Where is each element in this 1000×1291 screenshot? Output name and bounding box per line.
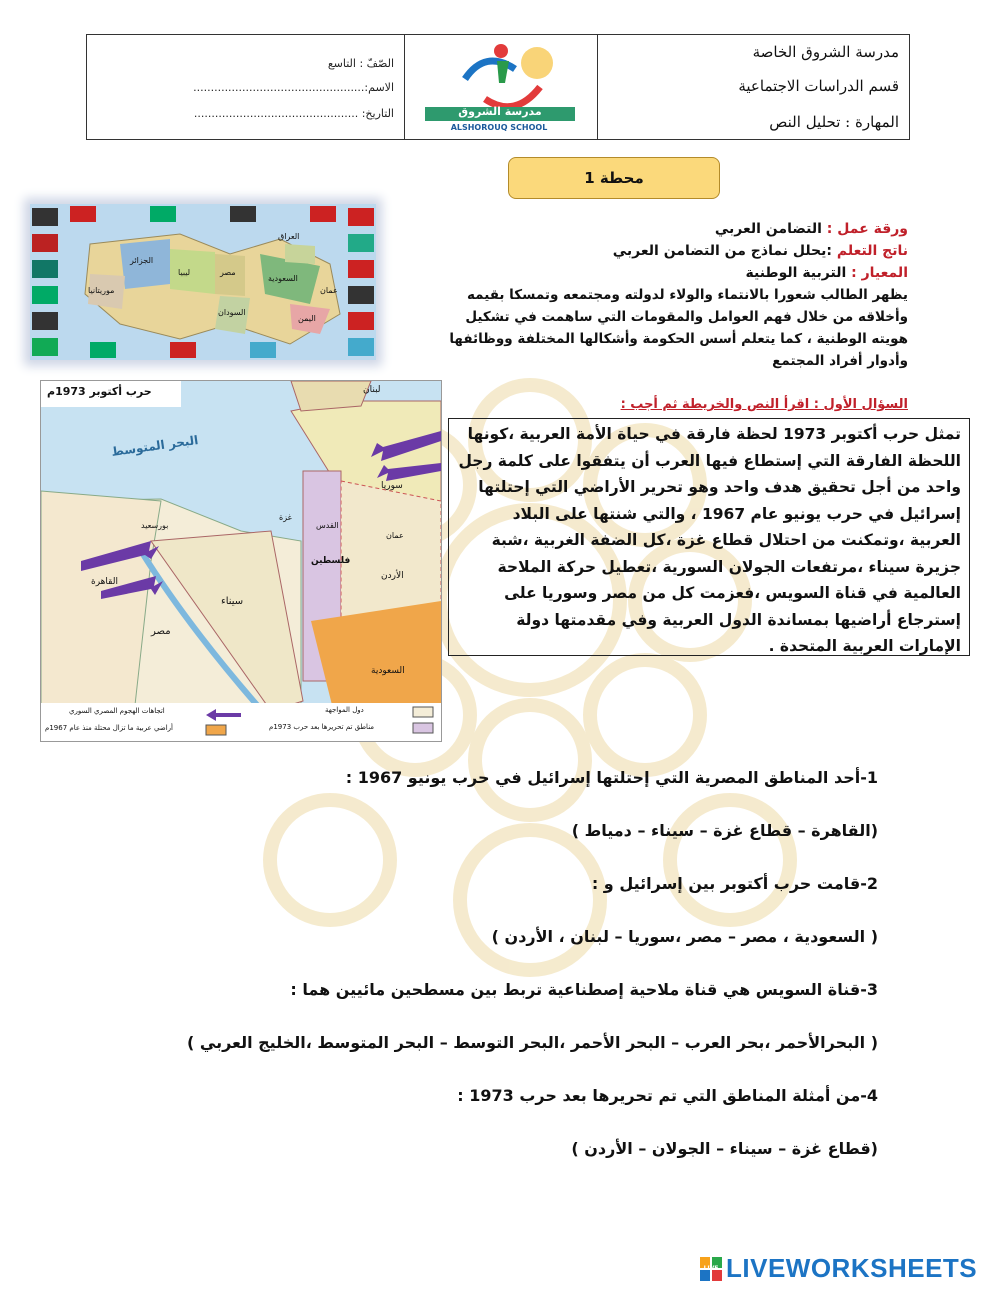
question-3: 3-قناة السويس هي قناة ملاحية إصطناعية تربط بين مسطحين مائيين هما :: [290, 980, 878, 999]
war-map-label-palestine: فلسطين: [311, 556, 351, 566]
map-label-iraq: العراق: [278, 232, 300, 241]
october-war-map: [40, 380, 442, 742]
war-map-label-saudi: السعودية: [371, 666, 405, 676]
logo-subtext: ALSHOROUQ SCHOOL: [450, 123, 548, 132]
live-badge-icon: [700, 1257, 722, 1281]
war-map-icon: [41, 381, 441, 741]
school-logo: [405, 35, 599, 139]
map-label-oman: عمان: [320, 286, 338, 295]
war-map-label-jerusalem: القدس: [316, 521, 339, 530]
school-name: مدرسة الشروق الخاصة: [752, 43, 899, 61]
map-label-yemen: اليمن: [298, 314, 316, 323]
grade-label: الصّفّ : التاسع: [327, 57, 394, 70]
map-label-mauritania: موريتانيا: [88, 286, 115, 295]
worksheet-title-line: [428, 218, 908, 240]
war-map-legend-attack: اتجاهات الهجوم المصري السوري: [69, 707, 165, 715]
liveworksheets-logo[interactable]: [700, 1253, 996, 1285]
question-1: 1-أحد المناطق المصرية التي إحتلتها إسرائيل في حرب يونيو 1967 :: [345, 768, 878, 787]
header-student-info: [87, 35, 405, 139]
date-field[interactable]: التاريخ: ...............................................: [193, 107, 394, 120]
department-name: قسم الدراسات الاجتماعية: [738, 77, 899, 95]
skill-label: المهارة : تحليل النص: [769, 113, 899, 131]
station-badge: محطة 1: [508, 157, 720, 199]
question-3-options[interactable]: ( البحرالأحمر ،بحر العرب – البحر الأحمر ،البحر التوسط – البحر المتوسط ،الخليج العربي ): [187, 1033, 878, 1052]
liveworksheets-text: LIVEWORKSHEETS: [726, 1253, 978, 1283]
war-map-title: حرب أكتوبر 1973م: [47, 385, 152, 398]
war-map-label-amman: عمان: [386, 531, 404, 540]
war-map-label-lebanon: لبنان: [363, 385, 381, 395]
question-2-options[interactable]: ( السعودية ، مصر – مصر ،سوريا – لبنان ، الأردن ): [491, 927, 878, 946]
student-name-field[interactable]: الاسم:.................................................: [193, 81, 394, 94]
outcome-value: :يحلل نماذج من التضامن العربي: [612, 243, 833, 259]
header-school-info: [597, 35, 909, 139]
outcome-line: [428, 240, 908, 262]
war-map-label-jordan: الأردن: [381, 571, 404, 581]
question-heading: السؤال الأول : اقرأ النص والخريطة ثم أجب :: [620, 397, 908, 412]
worksheet-value: التضامن العربي: [714, 221, 822, 237]
war-map-label-cairo: القاهرة: [91, 577, 118, 587]
question-1-options[interactable]: (القاهرة – قطاع غزة – سيناء – دمياط ): [571, 821, 878, 840]
war-map-label-syria: سوريا: [381, 481, 403, 491]
war-map-label-gaza: غزة: [279, 513, 292, 522]
reading-passage: تمثل حرب أكتوبر 1973 لحظة فارقة في حياة الأمة العربية ،كونها اللحظة الفارقة التي إستطاع فيها العرب أن يتفقوا على كلمة رجل واحد من أجل تحقيق هدف واحد وهو تحرير الأراضي التي إحتلتها إسرائيل في حرب يونيو عام 1967 ، والتي شنتها على البلاد العربية ،وتمكنت من احتلال قطاع غزة ،كل الضفة الغربية ،شبة جزيرة سيناء ،مرتفعات الجولان السورية ،تعطيل حركة الملاحة العالمية في قناة السويس ،فعزمت كل من مصر وسوريا على إسترجاع أراضيها بمساندة الدول العربية وفي مقدمتها دولة الإمارات العربية المتحدة .: [448, 418, 970, 656]
war-map-legend-liberated: مناطق تم تحريرها بعد حرب 1973م: [269, 723, 375, 731]
war-map-label-portsaid: بورسعيد: [141, 521, 169, 530]
criterion-label: المعيار :: [851, 265, 908, 281]
question-4: 4-من أمثلة المناطق التي تم تحريرها بعد حرب 1973 :: [457, 1086, 878, 1105]
worksheet-info: [428, 218, 908, 372]
map-label-saudi: السعودية: [268, 274, 298, 283]
worksheet-description: يظهر الطالب شعورا بالانتماء والولاء لدولته ومجتمعه وتمسكا بقيمه وأخلاقه من خلال فهم العوامل والمقومات التي ساهمت في تشكيل هويته الوطنية ، كما يتعلم أسس الحكومة وأشكالها المختلفة ووظائفها وأدوار أفراد المجتمع: [449, 287, 908, 369]
war-map-label-egypt: مصر: [151, 626, 171, 637]
worksheet-label: ورقة عمل :: [826, 221, 908, 237]
question-2: 2-قامت حرب أكتوبر بين إسرائيل و :: [591, 874, 878, 893]
outcome-label: ناتج التعلم: [836, 243, 908, 259]
question-4-options[interactable]: (قطاع غزة – سيناء – الجولان – الأردن ): [571, 1139, 878, 1158]
map-label-sudan: السودان: [218, 308, 246, 317]
war-map-legend-front: دول المواجهة: [325, 706, 364, 714]
criterion-value: التربية الوطنية: [745, 265, 847, 281]
map-label-egypt: مصر: [220, 268, 236, 277]
live-badge-text: LIVE: [703, 1265, 719, 1272]
criterion-line: [428, 262, 908, 284]
war-map-legend-occupied: أراضي عربية ما تزال محتلة منذ عام 1967م: [45, 724, 174, 732]
war-map-label-med: البحر المتوسط: [110, 432, 200, 460]
logo-text: مدرسة الشروق: [458, 105, 542, 118]
header-box: [86, 34, 910, 140]
map-label-libya: ليبيا: [178, 268, 191, 277]
arab-map-icon: [30, 204, 376, 360]
arab-world-map: [30, 204, 376, 360]
war-map-label-sinai: سيناء: [221, 596, 244, 607]
map-label-algeria: الجزائر: [130, 256, 154, 265]
